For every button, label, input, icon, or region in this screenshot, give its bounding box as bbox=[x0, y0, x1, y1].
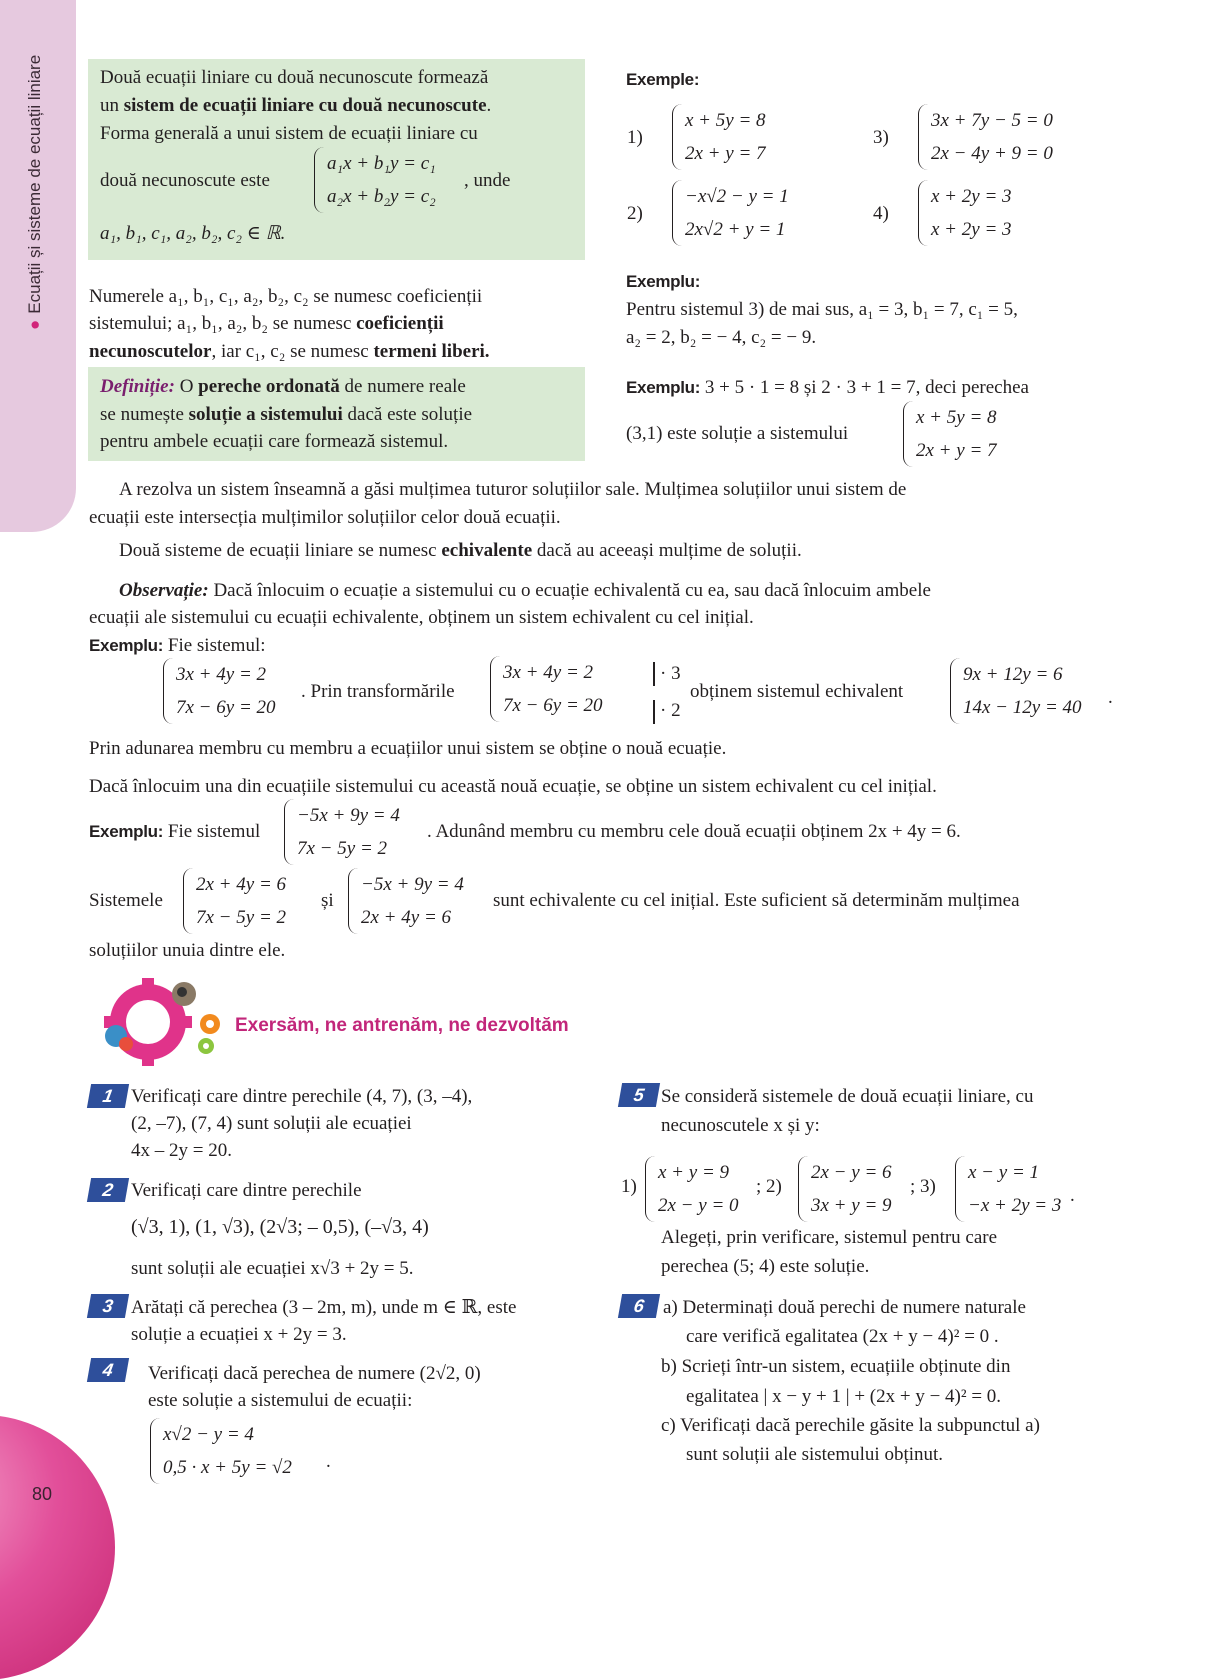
exemplu-4-line: Exemplu: Fie sistemul bbox=[89, 821, 261, 842]
definitie-line-2: se numește soluție a sistemului dacă este soluție bbox=[100, 404, 473, 425]
sistemele-end: soluțiilor unuia dintre ele. bbox=[89, 940, 286, 961]
exercise-5-marker: 5 bbox=[618, 1083, 660, 1107]
definitie-line-1: Definiție: O pereche ordonată de numere reale bbox=[100, 376, 466, 397]
mult-bar-2 bbox=[653, 700, 655, 724]
example-3-label: 3) bbox=[873, 127, 889, 148]
exercise-6-marker: 6 bbox=[618, 1294, 660, 1318]
corner-decoration bbox=[0, 1415, 115, 1680]
ex4-line-2: este soluție a sistemului de ecuații: bbox=[148, 1390, 413, 1411]
ex5-line-3: Alegeți, prin verificare, sistemul pentru care bbox=[661, 1227, 998, 1248]
ex6-b-line-1: b) Scrieți într-un sistem, ecuațiile obținute din bbox=[661, 1356, 1011, 1377]
sistemele-si: și bbox=[321, 890, 334, 911]
para-1-line-1: A rezolva un sistem înseamnă a găsi mulțimea tuturor soluțiilor sale. Mulțimea soluțiilor unui sistem de bbox=[119, 479, 907, 500]
ex6-c-line-1: c) Verificați dacă perechile găsite la subpunctul a) bbox=[661, 1415, 1040, 1436]
example-4-system: x + 2y = 3 x + 2y = 3 bbox=[918, 180, 1012, 246]
ex5-sep-1: ; 2) bbox=[756, 1176, 782, 1197]
general-system: a₁x + b₁y = c₁ a₂x + b₂y = c₂ bbox=[314, 147, 436, 213]
ex1-line-2: (2, –7), (7, 4) sunt soluții ale ecuației bbox=[131, 1113, 412, 1134]
def-line-3: Forma generală a unui sistem de ecuații liniare cu bbox=[100, 123, 478, 144]
exemplu-2-line-1: Exemplu: 3 + 5 · 1 = 8 și 2 · 3 + 1 = 7, deci perechea bbox=[626, 377, 1029, 398]
exemplu-3-system-a: 3x + 4y = 2 7x − 6y = 20 bbox=[163, 658, 276, 724]
para-2: Două sisteme de ecuații liniare se numesc echivalente dacă au aceeași mulțime de soluții. bbox=[119, 540, 802, 561]
exemplu-3-system-c: 9x + 12y = 6 14x − 12y = 40 bbox=[950, 658, 1082, 724]
para-3: Prin adunarea membru cu membru a ecuațiilor unui sistem se obține o nouă ecuație. bbox=[89, 738, 727, 759]
mult-bar-1 bbox=[653, 662, 655, 686]
def-line-1: Două ecuații liniare cu două necunoscute formează bbox=[100, 67, 489, 88]
para-4: Dacă înlocuim una din ecuațiile sistemului cu această nouă ecuație, se obține un sistem echivalent cu cel inițial. bbox=[89, 776, 937, 797]
exercise-3-marker: 3 bbox=[87, 1294, 129, 1318]
example-3-system: 3x + 7y − 5 = 0 2x − 4y + 9 = 0 bbox=[918, 104, 1053, 170]
exemplu-1-line-1: Pentru sistemul 3) de mai sus, a₁ = 3, b₁ = 7, c₁ = 5, bbox=[626, 299, 1018, 320]
def-line-2: un sistem de ecuații liniare cu două necunoscute. bbox=[100, 95, 492, 116]
ex6-a-line-2: care verifică egalitatea (2x + y − 4)² = 0 . bbox=[686, 1326, 999, 1347]
ex6-a-line-1: a) Determinați două perechi de numere naturale bbox=[663, 1297, 1026, 1318]
observatie-line-1: Observație: Dacă înlocuim o ecuație a sistemului cu o ecuație echivalentă cu ea, sau dacă înlocuim ambele bbox=[119, 580, 931, 601]
page-number: 80 bbox=[32, 1484, 53, 1504]
sistemele-text: sunt echivalente cu cel inițial. Este suficient să determinăm mulțimea bbox=[493, 890, 1020, 911]
exemplu-4-after: . Adunând membru cu membru cele două ecuații obținem 2x + 4y = 6. bbox=[427, 821, 961, 842]
example-1-label: 1) bbox=[627, 127, 643, 148]
ex2-line-3: sunt soluții ale ecuației x√3 + 2y = 5. bbox=[131, 1258, 414, 1279]
def-line-4: două necunoscute este bbox=[100, 170, 270, 191]
ex6-b-line-2: egalitatea | x − y + 1 | + (2x + y − 4)² = 0. bbox=[686, 1386, 1002, 1407]
numerele-line-1: Numerele a₁, b₁, c₁, a₂, b₂, c₂ se numesc coeficienții bbox=[89, 286, 483, 307]
ex3-line-1: Arătați că perechea (3 – 2m, m), unde m ∈ ℝ, este bbox=[131, 1297, 517, 1318]
ex5-line-1: Se consideră sistemele de două ecuații liniare, cu bbox=[661, 1086, 1034, 1107]
chapter-title: ●Ecuații și sisteme de ecuații liniare bbox=[25, 54, 44, 330]
sistemele-label: Sistemele bbox=[89, 890, 163, 911]
numerele-line-3: necunoscutelor, iar c₁, c₂ se numesc termeni liberi. bbox=[89, 341, 490, 362]
sistemele-system-1: 2x + 4y = 6 7x − 5y = 2 bbox=[183, 868, 286, 934]
exemplu-1-title: Exemplu: bbox=[626, 272, 701, 291]
ex5-line-4: perechea (5; 4) este soluție. bbox=[661, 1256, 870, 1277]
exercise-section-title: Exersăm, ne antrenăm, ne dezvoltăm bbox=[235, 1015, 569, 1036]
observatie-line-2: ecuații ale sistemului cu ecuații echivalente, obținem un sistem echivalent cu cel inițial. bbox=[89, 607, 754, 628]
ex5-sep-2: ; 3) bbox=[910, 1176, 936, 1197]
ex3-line-2: soluție a ecuației x + 2y = 3. bbox=[131, 1324, 347, 1345]
ex4-line-1: Verificați dacă perechea de numere (2√2, 0) bbox=[148, 1363, 481, 1384]
ex6-c-line-2: sunt soluții ale sistemului obținut. bbox=[686, 1444, 944, 1465]
gears-illustration bbox=[86, 978, 226, 1070]
example-2-label: 2) bbox=[627, 203, 643, 224]
mult-1: · 3 bbox=[660, 663, 681, 684]
example-4-label: 4) bbox=[873, 203, 889, 224]
exemplu-1-line-2: a₂ = 2, b₂ = − 4, c₂ = − 9. bbox=[626, 327, 817, 348]
examples-title: Exemple: bbox=[626, 70, 700, 89]
def-unde: , unde bbox=[464, 170, 511, 191]
exemplu-2-system: x + 5y = 8 2x + y = 7 bbox=[903, 401, 997, 467]
definitie-line-3: pentru ambele ecuații care formează sistemul. bbox=[100, 431, 449, 452]
exemplu-3-end: . bbox=[1108, 687, 1113, 708]
ex2-line-2: (√3, 1), (1, √3), (2√3; – 0,5), (–√3, 4) bbox=[131, 1216, 429, 1238]
ex5-end: . bbox=[1070, 1185, 1075, 1206]
exemplu-2-line-2: (3,1) este soluție a sistemului bbox=[626, 423, 849, 444]
example-1-system: x + 5y = 8 2x + y = 7 bbox=[672, 104, 766, 170]
exemplu-3-mid-2: obținem sistemul echivalent bbox=[690, 681, 904, 702]
ex5-line-2: necunoscutele x și y: bbox=[661, 1115, 820, 1136]
exemplu-3-system-b: 3x + 4y = 2 7x − 6y = 20 bbox=[490, 656, 603, 722]
para-1-line-2: ecuații este intersecția mulțimilor soluțiilor celor două ecuații. bbox=[89, 507, 561, 528]
ex4-end: . bbox=[326, 1451, 331, 1472]
numerele-line-2: sistemului; a₁, b₁, a₂, b₂ se numesc coeficienții bbox=[89, 313, 444, 334]
sistemele-system-2: −5x + 9y = 4 2x + 4y = 6 bbox=[348, 868, 464, 934]
ex1-line-1: Verificați care dintre perechile (4, 7), (3, –4), bbox=[131, 1086, 473, 1107]
exercise-1-marker: 1 bbox=[87, 1084, 129, 1108]
ex2-line-1: Verificați care dintre perechile bbox=[131, 1180, 362, 1201]
example-2-system: −x√2 − y = 1 2x√2 + y = 1 bbox=[672, 180, 789, 246]
chapter-sidebar bbox=[0, 0, 76, 532]
ex5-system-2: 2x − y = 6 3x + y = 9 bbox=[798, 1156, 892, 1222]
ex5-s1-label: 1) bbox=[621, 1176, 637, 1197]
ex5-system-3: x − y = 1 −x + 2y = 3 bbox=[955, 1156, 1061, 1222]
exemplu-3-line: Exemplu: Fie sistemul: bbox=[89, 635, 266, 656]
exercise-2-marker: 2 bbox=[87, 1178, 129, 1202]
exemplu-3-mid: . Prin transformările bbox=[301, 681, 455, 702]
exercise-4-marker: 4 bbox=[87, 1358, 129, 1382]
ex4-system: x√2 − y = 4 0,5 · x + 5y = √2 bbox=[150, 1418, 292, 1484]
coefficients-set: a₁, b₁, c₁, a₂, b₂, c₂ ∈ ℝ. bbox=[100, 223, 286, 244]
ex1-line-3: 4x – 2y = 20. bbox=[131, 1140, 232, 1161]
mult-2: · 2 bbox=[660, 700, 681, 721]
ex5-system-1: x + y = 9 2x − y = 0 bbox=[645, 1156, 739, 1222]
exemplu-4-system: −5x + 9y = 4 7x − 5y = 2 bbox=[284, 799, 400, 865]
